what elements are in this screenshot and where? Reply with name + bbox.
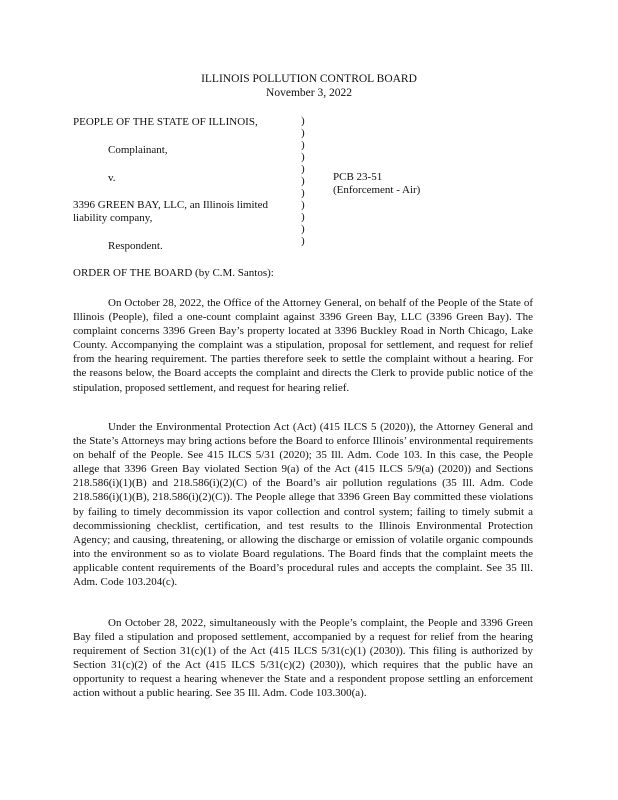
board-title: ILLINOIS POLLUTION CONTROL BOARD <box>201 73 417 85</box>
case-type: (Enforcement - Air) <box>333 184 421 196</box>
paragraph-2 <box>73 420 533 589</box>
paragraph-3 <box>73 616 533 701</box>
order-date: November 3, 2022 <box>266 87 352 99</box>
order-heading: ORDER OF THE BOARD (by C.M. Santos): <box>73 267 274 279</box>
paragraph-text: On October 28, 2022, the Office of the Attorney General, on behalf of the People of the State of Illinois (People), filed a one-count complaint against 3396 Green Bay, LLC (3396 Green Bay). The complaint concerns 3396 Green Bay’s property located at 3396 Buckley Road in North Chicago, Lake County. Accompanying the complaint was a stipulation, proposal for settlement, and request for relief from the hearing requirement. The parties therefore seek to settle the complaint without a hearing. For the reasons below, the Board accepts the complaint and directs the Clerk to provide public notice of the stipulation, proposed settlement, and request for hearing relief. <box>73 297 533 394</box>
complainant-name: PEOPLE OF THE STATE OF ILLINOIS, <box>73 116 258 128</box>
paragraph-text: On October 28, 2022, simultaneously with the People’s complaint, the People and 3396 Green Bay filed a stipulation and proposed settlement, accompanied by a request for relief from the hearing requirement of Section 31(c)(1) of the Act (415 ILCS 5/31(c)(1) (2030)). This filing is authorized by Section 31(c)(2) of the Act (415 ILCS 5/31(c)(2) (2030)), which requires that the public have an opportunity to request a hearing whenever the State and a respondent propose settling an enforcement action without a public hearing. See 35 Ill. Adm. Code 103.300(a). <box>73 617 533 700</box>
versus-label: v. <box>108 172 116 184</box>
respondent-name-line1: 3396 GREEN BAY, LLC, an Illinois limited <box>73 199 268 211</box>
caption-parentheses: ) ) ) ) ) ) ) ) ) ) ) <box>301 115 305 247</box>
paragraph-1 <box>73 296 533 395</box>
respondent-role: Respondent. <box>108 240 163 252</box>
paragraph-text: Under the Environmental Protection Act (Act) (415 ILCS 5 (2020)), the Attorney General and the State’s Attorneys may bring actions before the Board to enforce Illinois’ environmental requirements on behalf of the People. See 415 ILCS 5/31 (2020); 35 Ill. Adm. Code 103. In this case, the People allege that 3396 Green Bay violated Section 9(a) of the Act (415 ILCS 5/9(a) (2020)) and Sections 218.586(i)(1)(B) and 218.586(i)(2)(C) of the Board’s air pollution regulations (35 Ill. Adm. Code 218.586(i)(1)(B), 218.586(i)(2)(C)). The People allege that 3396 Green Bay committed these violations by failing to timely decommission its vapor collection and control system; failing to timely submit a decommissioning checklist, certification, and test results to the Illinois Environmental Protection Agency; and causing, threatening, or allowing the discharge or emission of volatile organic compounds into the environment so as to violate Board regulations. The Board finds that the complaint meets the applicable content requirements of the Board’s procedural rules and accepts the complaint. See 35 Ill. Adm. Code 103.204(c). <box>73 421 533 589</box>
complainant-role: Complainant, <box>108 144 168 156</box>
case-number: PCB 23-51 <box>333 171 383 183</box>
respondent-name-line2: liability company, <box>73 212 153 224</box>
